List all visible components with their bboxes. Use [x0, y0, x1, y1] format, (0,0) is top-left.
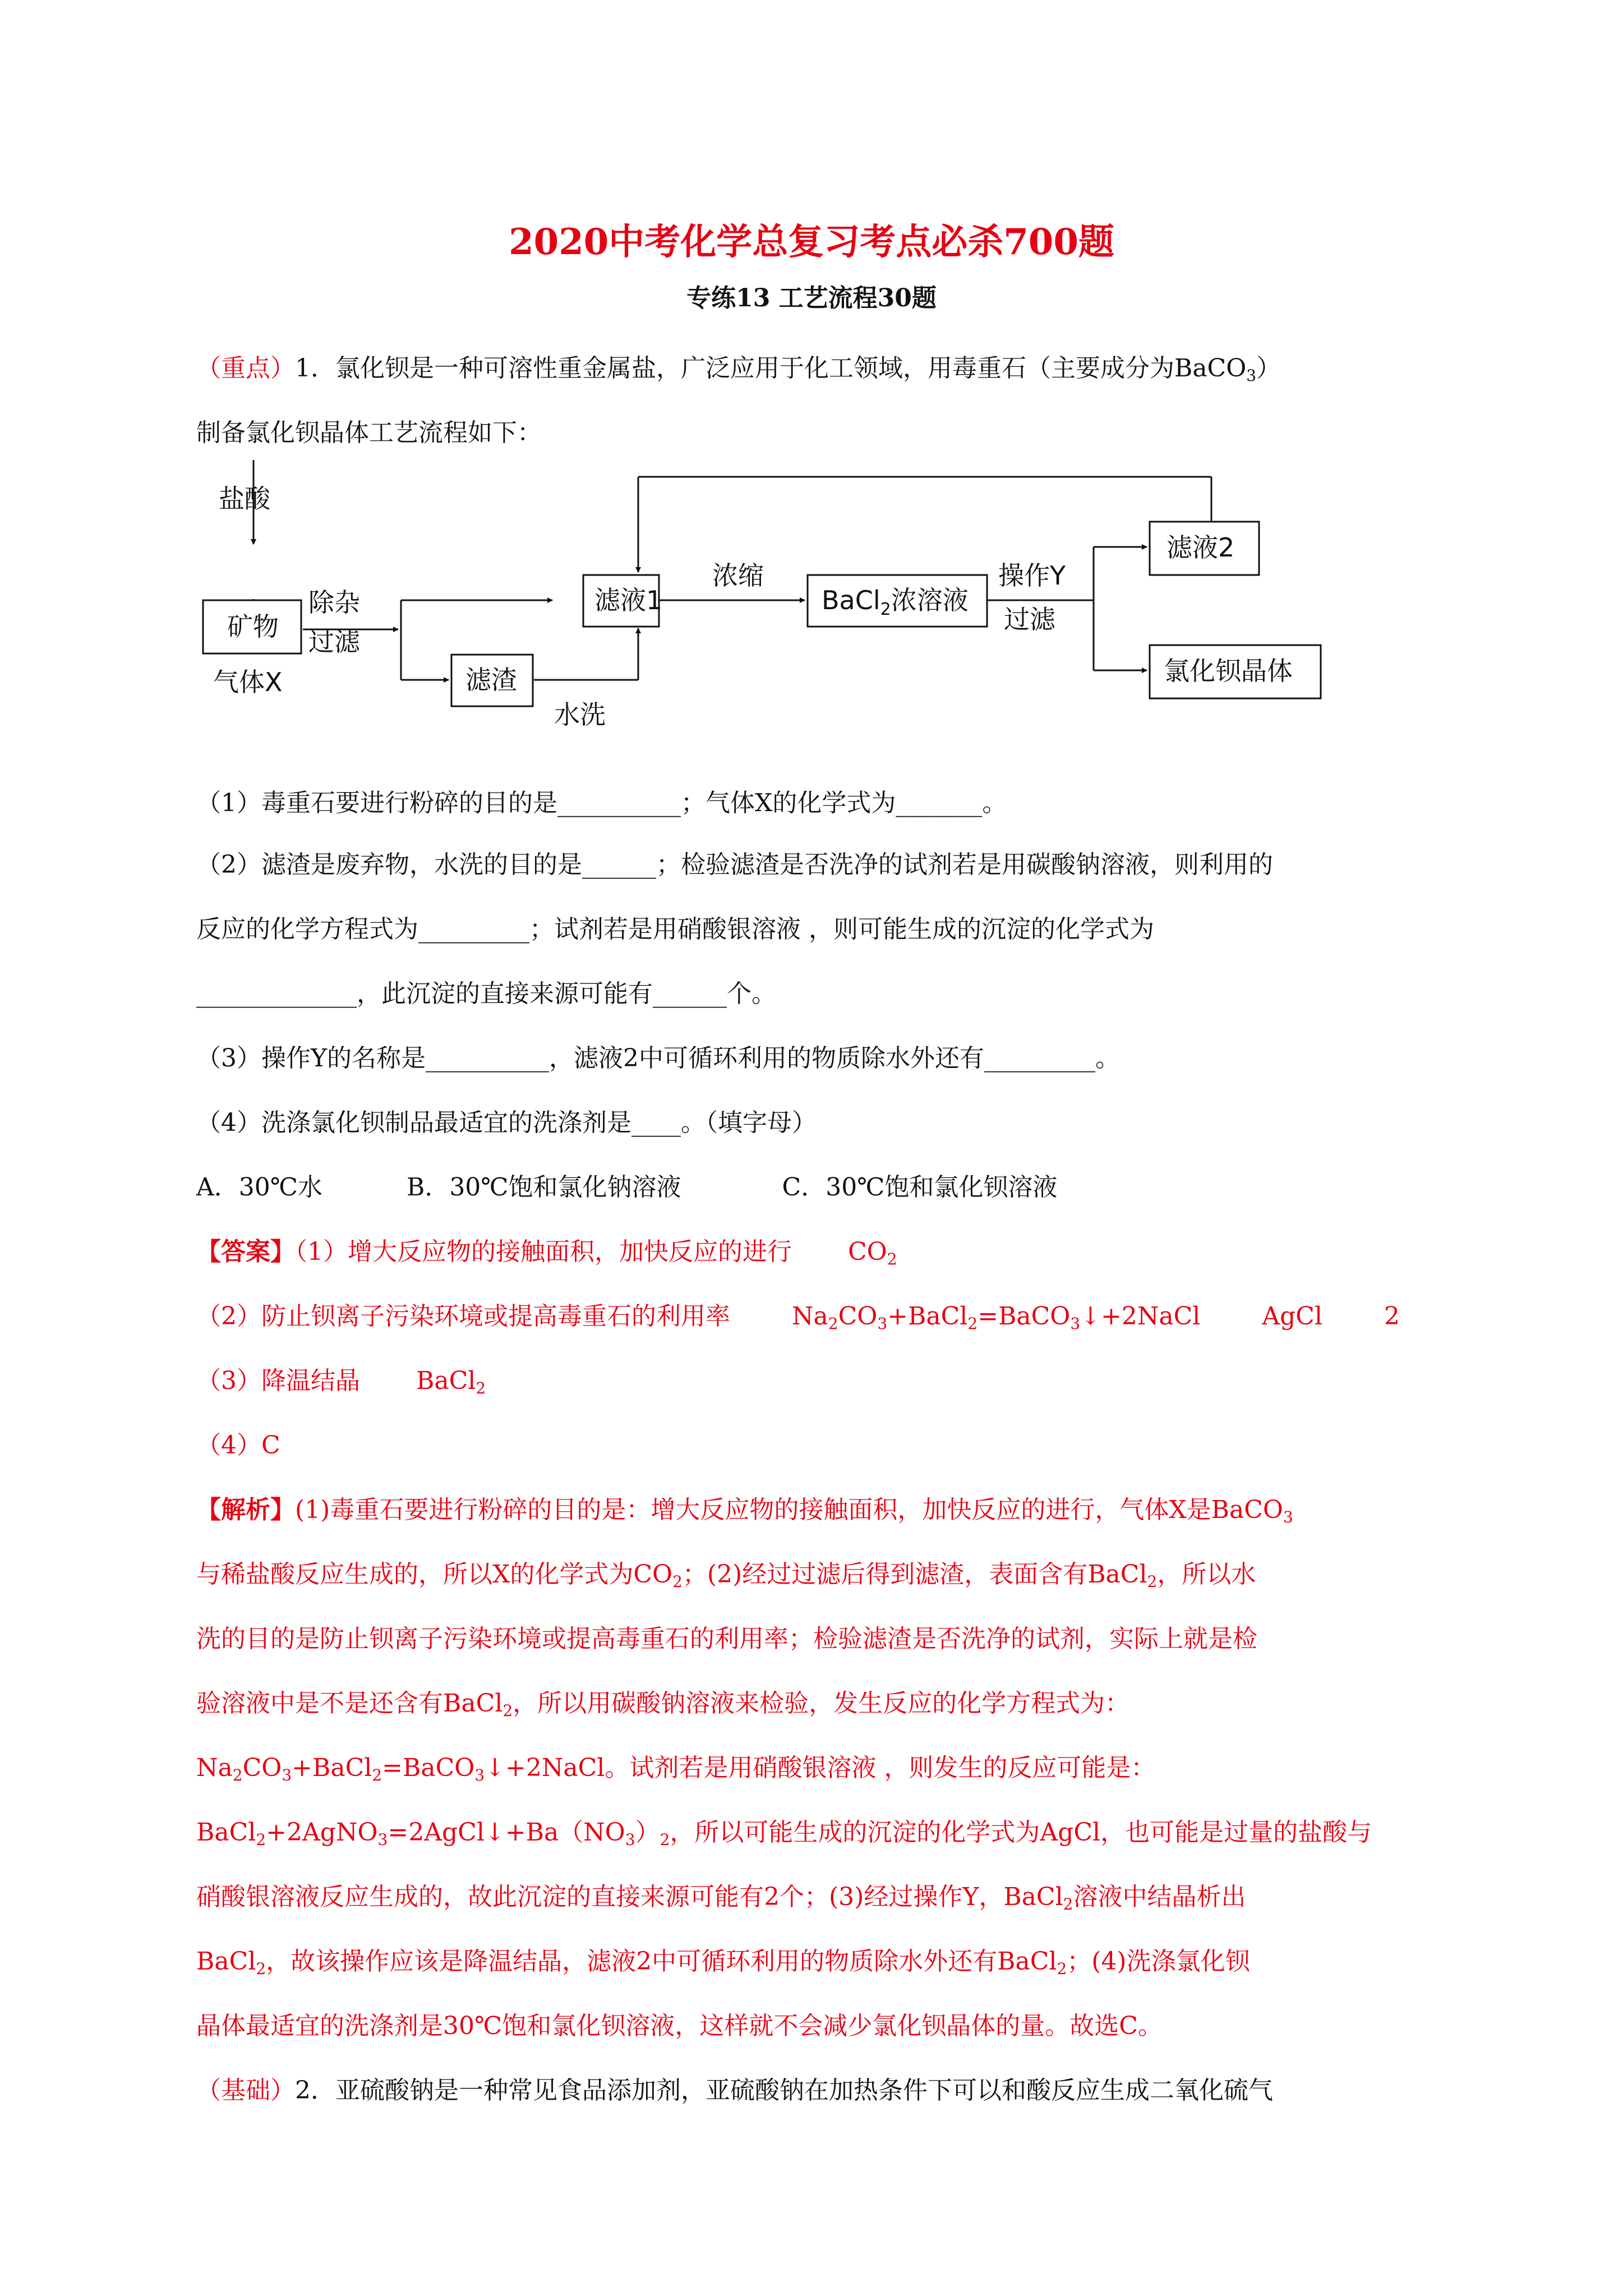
option-c: C．30℃饱和氯化钡溶液: [782, 1173, 1058, 1202]
analysis-line2: 与稀盐酸反应生成的，所以X的化学式为$CO_2$；(2)经过过滤后得到滤渣，表面含有BaCl$_2$，所以水: [196, 1560, 1256, 1591]
analysis-line7: 硝酸银溶液反应生成的，故此沉淀的直接来源可能有2个；(3)经过操作Y，BaCl$_2$溶液中结晶析出: [196, 1883, 1246, 1913]
bacl2-label: BaCl$_2$浓溶液: [822, 585, 969, 619]
analysis-line8: BaCl$_2$，故该操作应该是降温结晶，滤液2中可循环利用的物质除水外还有BaCl$_2$；(4)洗涤氯化钡: [196, 1947, 1250, 1978]
page-subtitle: 专练13 工艺流程30题: [686, 284, 937, 312]
q1-sub2a: （2）滤渣是废弃物，水洗的目的是______；检验滤渣是否洗净的试剂若是用碳酸钠溶液，则利用的: [196, 850, 1273, 879]
answer-line4: （4）C: [196, 1431, 280, 1460]
q1-sub4: （4）洗涤氯化钡制品最适宜的洗涤剂是____。（填字母）: [196, 1108, 817, 1137]
q1-sub3: （3）操作Y的名称是__________，滤液2中可循环利用的物质除水外还有_________。: [196, 1044, 1121, 1073]
q1-stem-line1: （重点）1．氯化钡是一种可溶性重金属盐，广泛应用于化工领域，用毒重石（主要成分为BaCO$_3$）: [196, 354, 1281, 385]
wash-label: 水洗: [554, 700, 606, 730]
q2-tag: （基础）: [196, 2076, 295, 2105]
analysis-line4: 验溶液中是不是还含有BaCl$_2$，所以用碳酸钠溶液来检验，发生反应的化学方程式为：: [196, 1689, 1130, 1720]
q1-options: [196, 1167, 1057, 1203]
ore-label: 矿物: [227, 611, 279, 642]
residue-label: 滤渣: [465, 665, 517, 695]
analysis-label: 【解析】: [196, 1496, 295, 1524]
gas-label: 气体X: [213, 667, 283, 697]
page-title: 2020中考化学总复习考点必杀700题: [509, 221, 1114, 263]
option-b: B．30℃饱和氯化钠溶液: [406, 1173, 681, 1202]
filtrate2-label: 滤液2: [1166, 532, 1235, 563]
answer-line1: 【答案】（1）增大反应物的接触面积，加快反应的进行 $CO_2$: [196, 1237, 897, 1268]
analysis-line1: 【解析】(1)毒重石要进行粉碎的目的是：增大反应物的接触面积，加快反应的进行，气体X是BaCO$_3$: [196, 1496, 1293, 1526]
q1-stem-line2: 制备氯化钡晶体工艺流程如下：: [196, 418, 542, 447]
analysis-line6: $BaCl_2+2AgNO_3=2AgCl↓+Ba(NO_3)_2$，所以可能生成的沉淀的化学式为AgCl，也可能是过量的盐酸与: [196, 1818, 1372, 1849]
q1-tag: （重点）: [196, 354, 295, 383]
remove-label: 除杂: [308, 587, 360, 618]
q1-sub1: （1）毒重石要进行粉碎的目的是__________；气体X的化学式为_______。: [196, 789, 1007, 817]
q1-sub2c: _____________，此沉淀的直接来源可能有______个。: [196, 979, 776, 1008]
crystal-label: 氯化钡晶体: [1164, 656, 1293, 686]
analysis-line9: 晶体最适宜的洗涤剂是30℃饱和氯化钡溶液，这样就不会减少氯化钡晶体的量。故选C。: [196, 2012, 1163, 2040]
answer-line3: （3）降温结晶 BaCl$_2$: [196, 1366, 486, 1397]
hcl-label: 盐酸: [219, 484, 270, 514]
option-a: A．30℃水: [196, 1173, 322, 1202]
answer-line2: （2）防止钡离子污染环境或提高毒重石的利用率 $Na_2CO_3+BaCl_2=BaCO_3↓+2NaCl$ AgCl 2: [196, 1302, 1400, 1333]
filter-label-1: 过滤: [308, 627, 360, 657]
q2-stem: （基础）2．亚硫酸钠是一种常见食品添加剂，亚硫酸钠在加热条件下可以和酸反应生成二氧化硫气: [196, 2076, 1273, 2105]
analysis-line5: $Na_2CO_3+BaCl_2=BaCO_3↓+2NaCl$。试剂若是用硝酸银溶液 ，则发生的反应可能是：: [196, 1754, 1156, 1784]
filtrate1-label: 滤液1: [594, 585, 663, 615]
filter-label-2: 过滤: [1004, 604, 1055, 634]
q1-sub2b: 反应的化学方程式为_________；试剂若是用硝酸银溶液 ，则可能生成的沉淀的化学式为: [196, 915, 1154, 944]
opY-label: 操作Y: [998, 560, 1066, 591]
concentrate-label: 浓缩: [712, 560, 764, 591]
analysis-line3: 洗的目的是防止钡离子污染环境或提高毒重石的利用率；检验滤渣是否洗净的试剂，实际上就是检: [196, 1625, 1257, 1653]
process-flow-diagram: [191, 460, 1340, 752]
answer-label: 【答案】: [196, 1237, 295, 1266]
